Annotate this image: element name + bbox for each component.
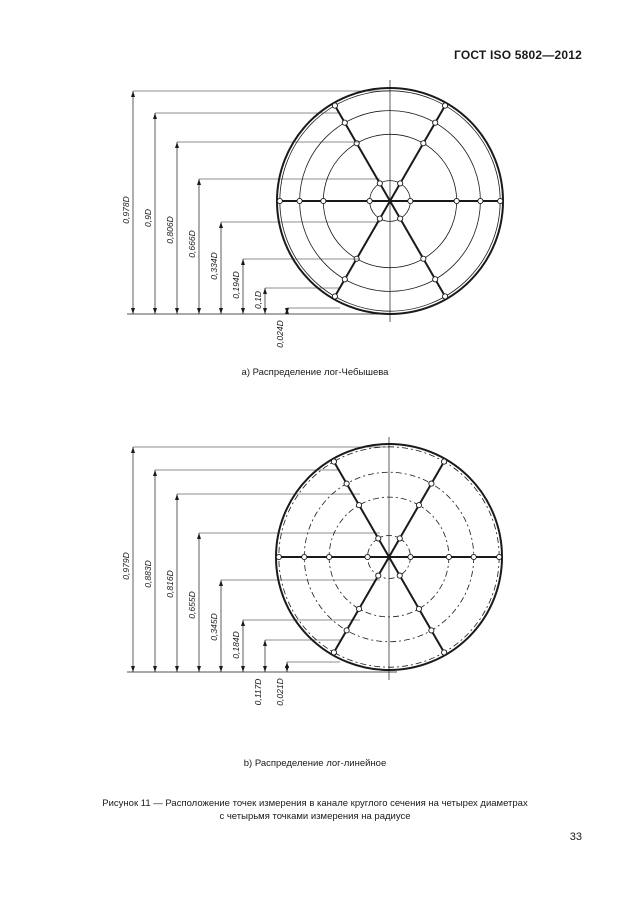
measurement-point xyxy=(416,606,421,611)
dimension-label: 0,806D xyxy=(165,216,175,244)
dimension-arrow xyxy=(197,533,201,539)
measurement-point xyxy=(367,198,372,203)
dimension-arrow xyxy=(263,288,267,294)
measurement-point xyxy=(397,573,402,578)
dimension-arrow xyxy=(131,91,135,97)
figure-b-diagram xyxy=(0,430,630,720)
dimension-label: 0,021D xyxy=(275,678,285,706)
dimension-arrow xyxy=(175,494,179,500)
measurement-point xyxy=(332,103,337,108)
dimension-label: 0,194D xyxy=(231,271,241,299)
measurement-point xyxy=(354,141,359,146)
dimension-arrow xyxy=(153,113,157,119)
dimension-arrow xyxy=(219,222,223,228)
measurement-point xyxy=(408,198,413,203)
dimension-arrow xyxy=(263,666,267,672)
measurement-point xyxy=(478,198,483,203)
measurement-point xyxy=(454,198,459,203)
dimension-arrow xyxy=(175,142,179,148)
measurement-point xyxy=(416,503,421,508)
dimension-arrow xyxy=(219,580,223,586)
measurement-point xyxy=(408,554,413,559)
measurement-point xyxy=(365,554,370,559)
dimension-arrow xyxy=(263,308,267,314)
measurement-point xyxy=(342,277,347,282)
dimension-arrow xyxy=(131,666,135,672)
measurement-point xyxy=(297,198,302,203)
dimension-label: 0,1D xyxy=(253,291,263,309)
measurement-point xyxy=(421,141,426,146)
measurement-point xyxy=(276,554,281,559)
measurement-point xyxy=(446,554,451,559)
measurement-point xyxy=(331,650,336,655)
figure-caption-line-1: Рисунок 11 — Расположение точек измерения в канале круглого сечения на четырех диаметрах xyxy=(102,798,528,809)
dimension-label: 0,666D xyxy=(187,230,197,258)
measurement-point xyxy=(332,294,337,299)
dimension-label: 0,117D xyxy=(253,678,263,706)
measurement-point xyxy=(498,198,503,203)
figure-b-caption: b) Распределение лог-линейное xyxy=(243,758,387,769)
measurement-point xyxy=(398,216,403,221)
measurement-point xyxy=(327,554,332,559)
measurement-point xyxy=(331,459,336,464)
measurement-point xyxy=(377,216,382,221)
page-number: 33 xyxy=(569,831,582,843)
dimension-arrow xyxy=(197,308,201,314)
dimension-arrow xyxy=(175,666,179,672)
measurement-point xyxy=(277,198,282,203)
measurement-point xyxy=(471,554,476,559)
dimension-arrow xyxy=(285,666,289,672)
dimension-label: 0,184D xyxy=(231,631,241,659)
measurement-point xyxy=(376,573,381,578)
measurement-point xyxy=(344,628,349,633)
measurement-point xyxy=(377,181,382,186)
measurement-point xyxy=(429,481,434,486)
measurement-point xyxy=(302,554,307,559)
dimension-label: 0,979D xyxy=(121,552,131,580)
dimension-label: 0,883D xyxy=(143,560,153,588)
measurement-point xyxy=(397,536,402,541)
dimension-label: 0,978D xyxy=(121,196,131,224)
dimension-label: 0,345D xyxy=(209,613,219,641)
dimension-arrow xyxy=(241,620,245,626)
standard-header: ГОСТ ISO 5802—2012 xyxy=(453,48,582,62)
dimension-arrow xyxy=(241,666,245,672)
figure-a-diagram xyxy=(0,0,630,360)
dimension-arrow xyxy=(153,470,157,476)
dimension-arrow xyxy=(219,666,223,672)
dimension-label: 0,9D xyxy=(143,209,153,227)
figure-a-caption: а) Распределение лог-Чебышева xyxy=(241,367,389,378)
measurement-point xyxy=(421,256,426,261)
measurement-point xyxy=(429,628,434,633)
measurement-point xyxy=(344,481,349,486)
measurement-point xyxy=(441,650,446,655)
measurement-point xyxy=(433,120,438,125)
measurement-point xyxy=(356,503,361,508)
dimension-label: 0,655D xyxy=(187,591,197,619)
dimension-label: 0,334D xyxy=(209,252,219,280)
measurement-point xyxy=(442,103,447,108)
dimension-arrow xyxy=(263,640,267,646)
dimension-arrow xyxy=(153,308,157,314)
measurement-point xyxy=(376,536,381,541)
dimension-arrow xyxy=(241,259,245,265)
measurement-point xyxy=(398,181,403,186)
dimension-label: 0,816D xyxy=(165,570,175,598)
measurement-point xyxy=(356,606,361,611)
dimension-arrow xyxy=(197,666,201,672)
dimension-arrow xyxy=(219,308,223,314)
dimension-arrow xyxy=(197,179,201,185)
dimension-arrow xyxy=(153,666,157,672)
dimension-label: 0,024D xyxy=(275,320,285,348)
measurement-point xyxy=(441,459,446,464)
dimension-arrow xyxy=(175,308,179,314)
dimension-arrow xyxy=(241,308,245,314)
figure-caption-line-2: с четырьмя точками измерения на радиусе xyxy=(219,811,411,822)
measurement-point xyxy=(433,277,438,282)
measurement-point xyxy=(321,198,326,203)
measurement-point xyxy=(497,554,502,559)
measurement-point xyxy=(442,294,447,299)
measurement-point xyxy=(342,120,347,125)
dimension-arrow xyxy=(131,447,135,453)
dimension-arrow xyxy=(131,308,135,314)
